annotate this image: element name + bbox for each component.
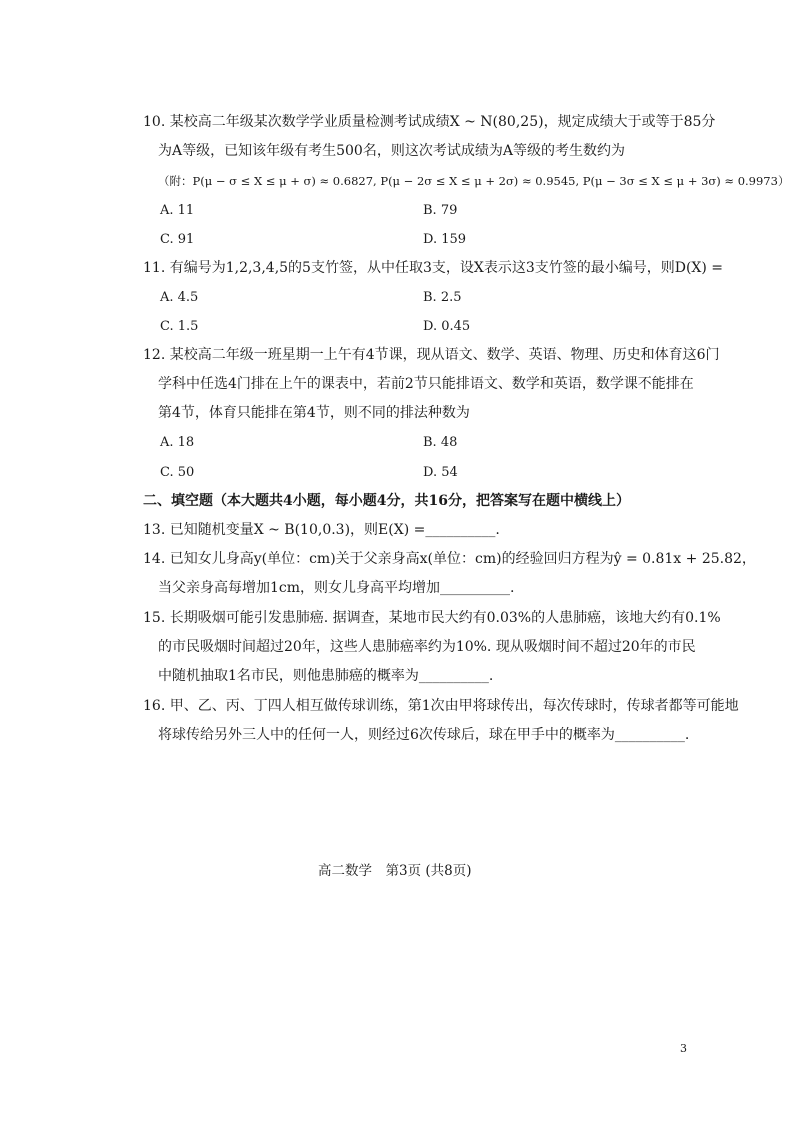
q11-option-d: D. 0.45 bbox=[423, 319, 471, 334]
q10-option-d: D. 159 bbox=[423, 232, 467, 247]
q12-option-d: D. 54 bbox=[423, 465, 458, 480]
q10-option-a: A. 11 bbox=[160, 203, 195, 218]
q10-line2: 为A等级，已知该年级有考生500名，则这次考试成绩为A等级的考生数约为 bbox=[158, 143, 625, 159]
q12-option-b: B. 48 bbox=[423, 435, 458, 450]
q14-line1: 14. 已知女儿身高y(单位：cm)关于父亲身高x(单位：cm)的经验回归方程为ŷ = 0.81x + 25.82， bbox=[143, 551, 756, 567]
q15-line3: 中随机抽取1名市民，则他患肺癌的概率为__________. bbox=[158, 668, 494, 684]
page-footer: 高二数学 第3页 (共8页) bbox=[318, 863, 472, 879]
q14-line2: 当父亲身高每增加1cm，则女儿身高平均增加__________. bbox=[158, 580, 515, 596]
q11-option-a: A. 4.5 bbox=[160, 290, 199, 305]
q11-option-b: B. 2.5 bbox=[423, 290, 462, 305]
q12-line1: 12. 某校高二年级一班星期一上午有4节课，现从语文、数学、英语、物理、历史和体育这6门 bbox=[143, 347, 720, 363]
q12-line2: 学科中任选4门排在上午的课表中，若前2节只能排语文、数学和英语，数学课不能排在 bbox=[158, 376, 694, 392]
q15-line2: 的市民吸烟时间超过20年，这些人患肺癌率约为10%. 现从吸烟时间不超过20年的市民 bbox=[158, 639, 696, 655]
page-number: 3 bbox=[680, 1042, 687, 1055]
q11-line1: 11. 有编号为1,2,3,4,5的5支竹签，从中任取3支，设X表示这3支竹签的最小编号，则D(X) = bbox=[143, 260, 724, 276]
q16-line1: 16. 甲、乙、丙、丁四人相互做传球训练，第1次由甲将球传出，每次传球时，传球者都等可能地 bbox=[143, 698, 739, 714]
q11-option-c: C. 1.5 bbox=[160, 319, 199, 334]
q10-line1: 10. 某校高二年级某次数学学业质量检测考试成绩X ~ N(80,25)，规定成绩大于或等于85分 bbox=[143, 114, 716, 130]
q10-option-b: B. 79 bbox=[423, 203, 458, 218]
q10-note: （附：P(μ − σ ≤ X ≤ μ + σ) ≈ 0.6827, P(μ − 2σ ≤ X ≤ μ + 2σ) ≈ 0.9545, P(μ − 3σ ≤ X ≤ μ + 3σ) ≈ 0.9973） bbox=[158, 174, 790, 188]
q15-line1: 15. 长期吸烟可能引发患肺癌. 据调查，某地市民大约有0.03%的人患肺癌，该地大约有0.1% bbox=[143, 610, 721, 626]
q12-option-c: C. 50 bbox=[160, 465, 195, 480]
q12-option-a: A. 18 bbox=[160, 435, 195, 450]
q10-option-c: C. 91 bbox=[160, 232, 195, 247]
q13-line1: 13. 已知随机变量X ~ B(10,0.3)，则E(X) =__________. bbox=[143, 522, 500, 538]
section2-heading: 二、填空题（本大题共4小题，每小题4分，共16分，把答案写在题中横线上） bbox=[143, 493, 630, 509]
q16-line2: 将球传给另外三人中的任何一人，则经过6次传球后，球在甲手中的概率为__________. bbox=[158, 727, 690, 743]
q12-line3: 第4节，体育只能排在第4节，则不同的排法种数为 bbox=[158, 405, 470, 421]
